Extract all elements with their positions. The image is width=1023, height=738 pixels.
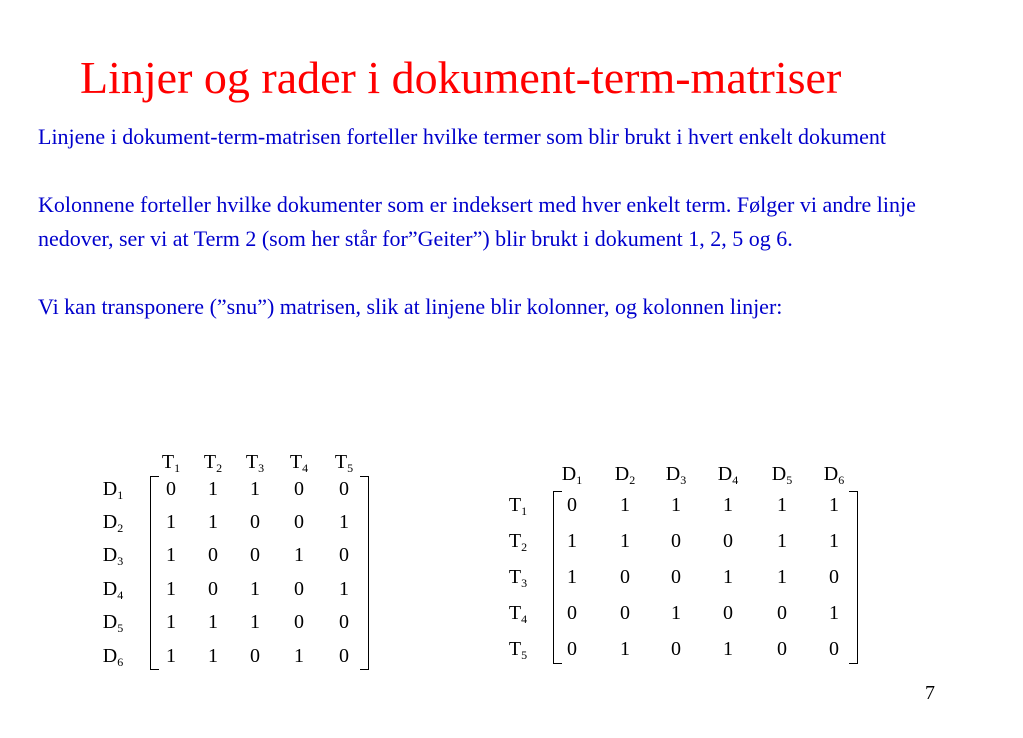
row-header-letter: D xyxy=(102,511,118,533)
column-header-letter: T xyxy=(203,451,217,473)
column-header-letter: T xyxy=(245,451,259,473)
column-header-letter: T xyxy=(289,451,303,473)
matrix-cell: 1 xyxy=(166,578,176,600)
matrix-cell: 0 xyxy=(671,638,681,660)
matrix-cell: 1 xyxy=(829,530,839,552)
row-header-letter: D xyxy=(102,645,118,667)
column-header-subscript: 6 xyxy=(838,473,845,487)
row-header xyxy=(508,494,528,518)
matrix-cell: 1 xyxy=(294,645,304,667)
column-header-subscript: 5 xyxy=(347,461,354,475)
matrix-cell: 0 xyxy=(166,478,176,500)
left-bracket xyxy=(553,491,562,664)
row-header xyxy=(102,511,124,535)
body-text xyxy=(38,120,968,324)
row-header xyxy=(508,566,528,590)
matrix-cell: 0 xyxy=(294,478,304,500)
row-header xyxy=(508,602,528,626)
matrix-cell: 0 xyxy=(829,638,839,660)
matrix-cell: 1 xyxy=(777,494,787,516)
paragraph-columns: Kolonnene forteller hvilke dokumenter som er indeksert med hver enkelt term. Følger vi andre linje nedover, ser vi at Term 2 (som her står for”Geiter”) blir brukt i dokument 1, 2, 5 og 6. xyxy=(38,192,916,251)
matrix-cell: 1 xyxy=(250,611,260,633)
matrix-cell: 1 xyxy=(567,530,577,552)
column-header-letter: T xyxy=(334,451,348,473)
matrix-cell: 0 xyxy=(567,638,577,660)
column-header xyxy=(203,451,223,475)
row-header-subscript: 5 xyxy=(521,648,528,662)
column-header xyxy=(614,463,636,487)
row-header-subscript: 2 xyxy=(521,540,528,554)
row-header-subscript: 6 xyxy=(117,655,124,669)
matrix-cell: 0 xyxy=(671,566,681,588)
matrix-cell: 0 xyxy=(339,544,349,566)
matrix-cell: 1 xyxy=(671,602,681,624)
right-bracket xyxy=(360,476,369,670)
slide-title: Linjer og rader i dokument-term-matriser xyxy=(80,52,842,103)
matrix-cell: 1 xyxy=(208,511,218,533)
matrix-cell: 1 xyxy=(339,511,349,533)
matrix-cell: 0 xyxy=(671,530,681,552)
matrix-cell: 1 xyxy=(166,645,176,667)
matrix-cell: 1 xyxy=(777,566,787,588)
matrix-cell: 0 xyxy=(723,530,733,552)
column-header xyxy=(665,463,687,487)
matrix-cell: 0 xyxy=(777,602,787,624)
matrix-cell: 0 xyxy=(294,611,304,633)
column-header-subscript: 4 xyxy=(302,461,309,475)
column-header-letter: D xyxy=(771,463,787,485)
matrix-cell: 1 xyxy=(620,638,630,660)
column-header-letter: D xyxy=(614,463,630,485)
row-header-subscript: 4 xyxy=(117,588,124,602)
column-header-letter: D xyxy=(717,463,733,485)
matrix-cell: 0 xyxy=(620,566,630,588)
column-header xyxy=(245,451,265,475)
matrix-cell: 1 xyxy=(671,494,681,516)
paragraph-transpose: Vi kan transponere (”snu”) matrisen, slik at linjene blir kolonner, og kolonnen linjer: xyxy=(38,294,783,319)
column-header-letter: T xyxy=(161,451,175,473)
matrix-cell: 1 xyxy=(829,494,839,516)
row-header-letter: D xyxy=(102,578,118,600)
matrix-cell: 1 xyxy=(208,611,218,633)
column-header-letter: D xyxy=(561,463,577,485)
column-header-subscript: 1 xyxy=(174,461,181,475)
matrix-cell: 1 xyxy=(723,638,733,660)
row-header xyxy=(102,578,124,602)
row-header-subscript: 1 xyxy=(521,504,528,518)
matrix-cell: 1 xyxy=(166,511,176,533)
row-header-letter: T xyxy=(508,566,522,588)
matrix-cell: 1 xyxy=(620,494,630,516)
row-header-letter: D xyxy=(102,544,118,566)
column-header-subscript: 2 xyxy=(629,473,636,487)
row-header-subscript: 3 xyxy=(117,554,124,568)
matrix-cell: 0 xyxy=(829,566,839,588)
column-header-letter: D xyxy=(665,463,681,485)
row-header xyxy=(508,638,528,662)
row-header-letter: T xyxy=(508,494,522,516)
row-header xyxy=(102,611,124,635)
right-bracket xyxy=(849,491,858,664)
matrix-cell: 0 xyxy=(723,602,733,624)
matrix-cell: 0 xyxy=(250,544,260,566)
matrix-cell: 1 xyxy=(620,530,630,552)
matrix-cell: 1 xyxy=(250,478,260,500)
matrix-cell: 0 xyxy=(208,578,218,600)
matrix-cell: 0 xyxy=(567,494,577,516)
row-header-letter: D xyxy=(102,611,118,633)
matrix-cell: 0 xyxy=(250,511,260,533)
row-header-letter: D xyxy=(102,478,118,500)
matrix-cell: 1 xyxy=(166,544,176,566)
matrix-cell: 1 xyxy=(723,494,733,516)
row-header-letter: T xyxy=(508,530,522,552)
row-header xyxy=(508,530,528,554)
matrix-cell: 1 xyxy=(294,544,304,566)
matrix-cell: 1 xyxy=(829,602,839,624)
row-header-letter: T xyxy=(508,638,522,660)
column-header xyxy=(161,451,181,475)
row-header-subscript: 3 xyxy=(521,576,528,590)
left-bracket xyxy=(150,476,159,670)
matrix-cell: 0 xyxy=(567,602,577,624)
matrix-cell: 1 xyxy=(250,578,260,600)
column-header-subscript: 3 xyxy=(258,461,265,475)
column-header-subscript: 3 xyxy=(680,473,687,487)
page-number: 7 xyxy=(925,682,935,704)
matrix-cell: 0 xyxy=(339,611,349,633)
column-header-subscript: 2 xyxy=(216,461,223,475)
row-header-subscript: 4 xyxy=(521,612,528,626)
matrix-cell: 0 xyxy=(294,511,304,533)
row-header xyxy=(102,478,124,502)
matrix-cell: 1 xyxy=(339,578,349,600)
matrix-cell: 1 xyxy=(723,566,733,588)
row-header-subscript: 1 xyxy=(117,488,124,502)
column-header-subscript: 1 xyxy=(576,473,583,487)
matrix-cell: 0 xyxy=(250,645,260,667)
matrix-cell: 0 xyxy=(620,602,630,624)
column-header xyxy=(334,451,354,475)
matrix-cell: 0 xyxy=(339,645,349,667)
row-header xyxy=(102,645,124,669)
column-header-subscript: 4 xyxy=(732,473,739,487)
row-header-letter: T xyxy=(508,602,522,624)
column-header xyxy=(771,463,793,487)
matrix-cell: 0 xyxy=(294,578,304,600)
column-header xyxy=(289,451,309,475)
matrix-cell: 1 xyxy=(567,566,577,588)
column-header-letter: D xyxy=(823,463,839,485)
matrix-cell: 1 xyxy=(208,478,218,500)
column-header xyxy=(561,463,583,487)
matrix-cell: 1 xyxy=(208,645,218,667)
row-header xyxy=(102,544,124,568)
column-header xyxy=(823,463,845,487)
paragraph-rows: Linjene i dokument-term-matrisen forteller hvilke termer som blir brukt i hvert enkelt dokument xyxy=(38,124,886,149)
row-header-subscript: 2 xyxy=(117,521,124,535)
column-header-subscript: 5 xyxy=(786,473,793,487)
row-header-subscript: 5 xyxy=(117,621,124,635)
matrix-cell: 0 xyxy=(777,638,787,660)
matrix-cell: 1 xyxy=(777,530,787,552)
matrix-cell: 0 xyxy=(208,544,218,566)
column-header xyxy=(717,463,739,487)
matrix-cell: 0 xyxy=(339,478,349,500)
matrix-cell: 1 xyxy=(166,611,176,633)
